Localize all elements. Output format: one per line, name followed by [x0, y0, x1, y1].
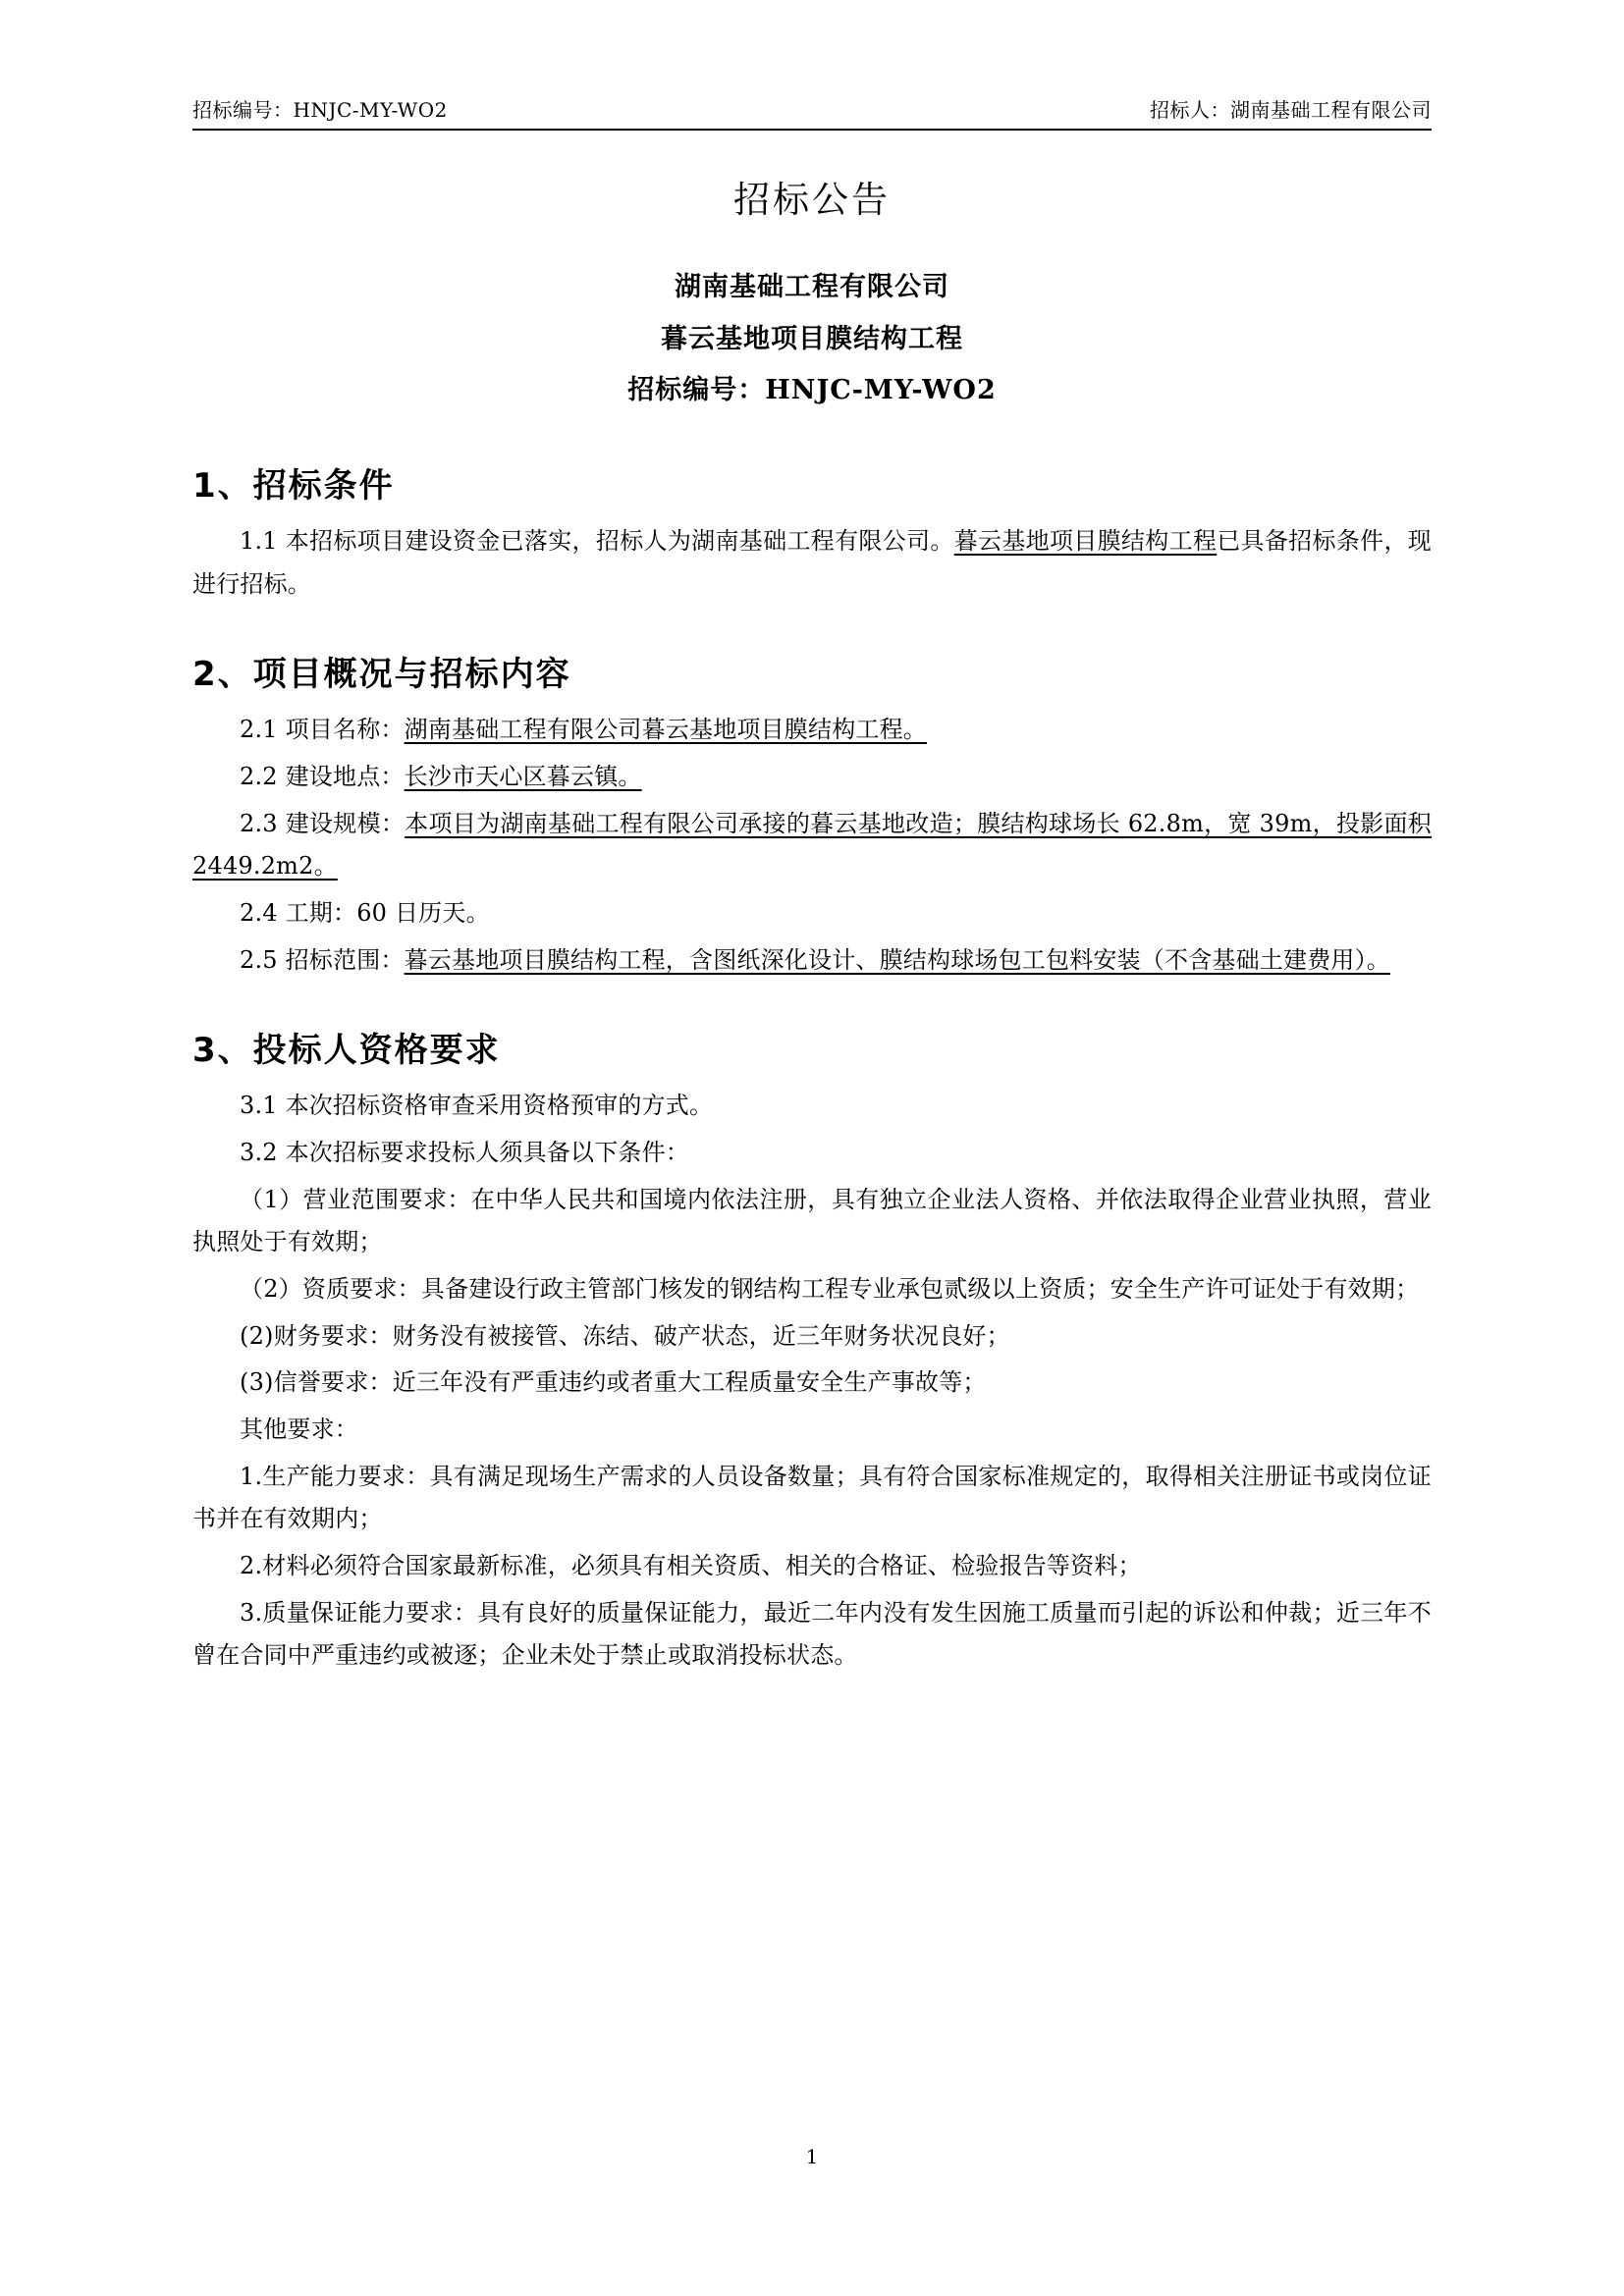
- paragraph-2-3-underline: 本项目为湖南基础工程有限公司承接的暮云基地改造；膜结构球场长 62.8m，宽 39m，投影面积 2449.2m2。: [192, 809, 1432, 881]
- heading-section-1: 1、招标条件: [192, 465, 395, 506]
- subtitle-block: [192, 262, 1432, 417]
- paragraph-3-10: 3.质量保证能力要求：具有良好的质量保证能力，最近二年内没有发生因施工质量而引起的诉讼和仲裁；近三年不曾在合同中严重违约或被逐；企业未处于禁止或取消投标状态。: [192, 1598, 1432, 1670]
- paragraph-2-5-underline: 暮云基地项目膜结构工程，含图纸深化设计、膜结构球场包工包料安装（不含基础土建费用）。: [404, 945, 1391, 974]
- heading-section-3: 3、投标人资格要求: [192, 1031, 501, 1071]
- subtitle-company: 湖南基础工程有限公司: [675, 272, 949, 302]
- paragraph-2-2-label: 2.2 建设地点：: [240, 762, 405, 790]
- paragraph-3-2: 3.2 本次招标要求投标人须具备以下条件：: [240, 1138, 689, 1166]
- page-title: 招标公告: [733, 179, 891, 221]
- paragraph-3-6: (3)信誉要求：近三年没有严重违约或者重大工程质量安全生产事故等；: [240, 1368, 987, 1397]
- document-content: [192, 94, 1432, 1682]
- paragraph-2-1: [192, 709, 1432, 752]
- paragraph-2-1-label: 2.1 项目名称：: [240, 716, 405, 744]
- paragraph-3-4: （2）资质要求：具备建设行政主管部门核发的钢结构工程专业承包贰级以上资质；安全生产许可证处于有效期；: [240, 1274, 1420, 1303]
- paragraph-3-9: 2.材料必须符合国家最新标准，必须具有相关资质、相关的合格证、检验报告等资料；: [240, 1552, 1142, 1580]
- subtitle-project: 暮云基地项目膜结构工程: [661, 323, 963, 354]
- paragraph-3-3: （1）营业范围要求：在中华人民共和国境内依法注册，具有独立企业法人资格、并依法取得企业营业执照，营业执照处于有效期；: [192, 1185, 1432, 1256]
- paragraph-3-8: 1.生产能力要求：具有满足现场生产需求的人员设备数量；具有符合国家标准规定的，取得相关注册证书或岗位证书并在有效期内；: [192, 1462, 1432, 1533]
- paragraph-2-1-underline: 湖南基础工程有限公司暮云基地项目膜结构工程。: [404, 716, 928, 744]
- paragraph-2-3-label: 2.3 建设规模：: [240, 809, 406, 837]
- paragraph-2-3: [192, 803, 1432, 888]
- paragraph-1-1-part-a: 1.1 本招标项目建设资金已落实，招标人为湖南基础工程有限公司。: [240, 526, 954, 555]
- paragraph-3-5: (2)财务要求：财务没有被接管、冻结、破产状态，近三年财务状况良好；: [240, 1321, 1010, 1350]
- heading-section-2: 2、项目概况与招标内容: [192, 655, 571, 695]
- paragraph-2-4: 2.4 工期：60 日历天。: [240, 898, 490, 927]
- subtitle-bid-number: 招标编号：HNJC-MY-WO2: [627, 375, 997, 406]
- header-bid-number: 招标编号：HNJC-MY-WO2: [192, 98, 448, 122]
- paragraph-1-1: [192, 520, 1432, 606]
- paragraph-3-1: 3.1 本次招标资格审查采用资格预审的方式。: [240, 1092, 714, 1120]
- paragraph-1-1-part-b: 已具备招标条件，现进行招标。: [192, 526, 1432, 598]
- paragraph-1-1-underline: 暮云基地项目膜结构工程: [953, 526, 1218, 555]
- paragraph-3-7: 其他要求：: [240, 1415, 358, 1443]
- paragraph-2-5-label: 2.5 招标范围：: [240, 945, 405, 974]
- paragraph-2-5: [192, 939, 1432, 983]
- page-number: 1: [805, 2145, 819, 2168]
- header-bidder-name: 招标人：湖南基础工程有限公司: [1150, 98, 1432, 122]
- page-header: [192, 94, 1432, 131]
- paragraph-2-2: [192, 756, 1432, 799]
- paragraph-2-2-underline: 长沙市天心区暮云镇。: [404, 762, 642, 790]
